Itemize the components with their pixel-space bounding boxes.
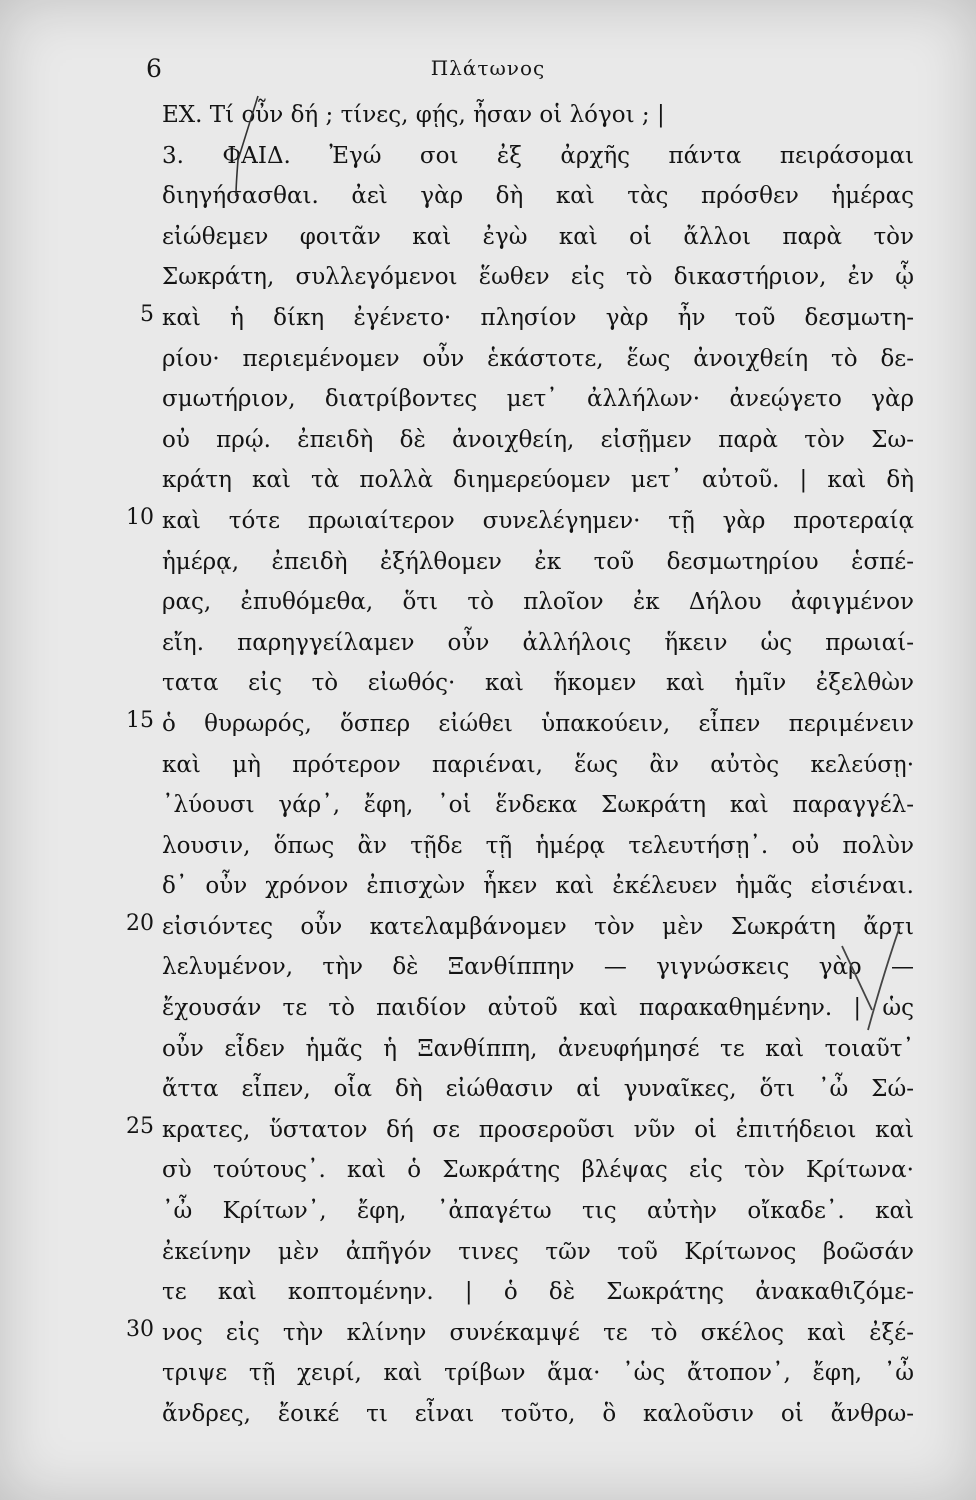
line-number: 25 — [126, 1113, 154, 1139]
line-text: διηγήσασθαι. ἀεὶ γὰρ δὴ καὶ τὰς πρόσθεν ἡμέρας — [162, 183, 914, 210]
text-line — [0, 95, 976, 136]
text-line — [0, 298, 976, 339]
line-number: 15 — [126, 707, 154, 733]
text-line — [0, 1272, 976, 1313]
text-line — [0, 1069, 976, 1110]
text-line — [0, 501, 976, 542]
line-text: ἐκείνην μὲν ἀπῆγόν τινες τῶν τοῦ Κρίτωνος βοῶσάν — [162, 1238, 914, 1265]
line-text: ρας, ἐπυθόμεθα, ὅτι τὸ πλοῖον ἐκ Δήλου ἀφιγμένον — [162, 589, 914, 616]
line-text: τε καὶ κοπτομένην. | ὁ δὲ Σωκράτης ἀνακαθιζόμε- — [162, 1279, 914, 1306]
text-line — [0, 1313, 976, 1354]
text-line — [0, 542, 976, 583]
line-text: οὖν εἶδεν ἡμᾶς ἡ Ξανθίππη, ἀνευφήμησέ τε καὶ τοιαῦτ᾽ — [162, 1035, 914, 1062]
line-text: ἄττα εἶπεν, οἷα δὴ εἰώθασιν αἱ γυναῖκες, ὅτι ᾽ὦ Σώ- — [162, 1076, 914, 1103]
text-line — [0, 136, 976, 177]
line-text: ὁ θυρωρός, ὅσπερ εἰώθει ὑπακούειν, εἶπεν περιμένειν — [162, 710, 914, 737]
line-number: 30 — [126, 1316, 154, 1342]
text-line — [0, 1029, 976, 1070]
text-line — [0, 339, 976, 380]
line-text: σμωτήριον, διατρίβοντες μετ᾽ ἀλλήλων· ἀνεῴγετο γὰρ — [162, 386, 914, 413]
line-text: λουσιν, ὅπως ἂν τῇδε τῇ ἡμέρᾳ τελευτήσῃ᾽. οὐ πολὺν — [162, 832, 914, 859]
line-text: εἰσιόντες οὖν κατελαμβάνομεν τὸν μὲν Σωκράτη ἄρτι — [162, 913, 914, 940]
line-text: εἰώθεμεν φοιτᾶν καὶ ἐγὼ καὶ οἱ ἄλλοι παρὰ τὸν — [162, 223, 914, 250]
line-text: λελυμένον, τὴν δὲ Ξανθίππην — γιγνώσκεις γὰρ — — [162, 954, 914, 981]
text-line — [0, 460, 976, 501]
line-text: δ᾽ οὖν χρόνον ἐπισχὼν ἧκεν καὶ ἐκέλευεν ἡμᾶς εἰσιέναι. — [162, 873, 914, 900]
text-line — [0, 1110, 976, 1151]
line-text: ᾽ὦ Κρίτων᾽, ἔφη, ᾽ἀπαγέτω τις αὐτὴν οἴκαδε᾽. καὶ — [162, 1198, 914, 1225]
running-title: Πλάτωνος — [430, 56, 546, 80]
line-text: κρατες, ὕστατον δή σε προσεροῦσι νῦν οἱ ἐπιτήδειοι καὶ — [162, 1116, 914, 1143]
page-header — [0, 54, 976, 94]
line-text: ἄνδρες, ἔοικέ τι εἶναι τοῦτο, ὃ καλοῦσιν οἱ ἄνθρω- — [162, 1401, 914, 1427]
page-number: 6 — [146, 54, 162, 83]
text-line — [0, 257, 976, 298]
text-line — [0, 988, 976, 1029]
line-text: ρίου· περιεμένομεν οὖν ἑκάστοτε, ἕως ἀνοιχθείη τὸ δε- — [162, 345, 914, 372]
line-text: καὶ ἡ δίκη ἐγένετο· πλησίον γὰρ ἦν τοῦ δεσμωτη- — [162, 304, 914, 331]
text-line — [0, 1150, 976, 1191]
line-text: σὺ τούτους᾽. καὶ ὁ Σωκράτης βλέψας εἰς τὸν Κρίτωνα· — [162, 1157, 914, 1184]
line-text: Σωκράτη, συλλεγόμενοι ἕωθεν εἰς τὸ δικαστήριον, ἐν ᾧ — [162, 264, 914, 291]
text-line — [0, 217, 976, 258]
text-line — [0, 947, 976, 988]
text-line — [0, 379, 976, 420]
line-number: 20 — [126, 910, 154, 936]
line-text: καὶ μὴ πρότερον παριέναι, ἕως ἂν αὐτὸς κελεύσῃ· — [162, 751, 914, 778]
line-text: καὶ τότε πρωιαίτερον συνελέγημεν· τῇ γὰρ προτεραίᾳ — [162, 507, 914, 534]
line-text: οὐ πρῴ. ἐπειδὴ δὲ ἀνοιχθείη, εἰσῇμεν παρὰ τὸν Σω- — [162, 426, 914, 453]
line-text: ἡμέρᾳ, ἐπειδὴ ἐξήλθομεν ἐκ τοῦ δεσμωτηρίου ἑσπέ- — [162, 548, 914, 575]
text-line — [0, 1232, 976, 1273]
line-text: ΕΧ. Τί οὖν δή ; τίνες, φῄς, ἦσαν οἱ λόγοι ; | — [162, 102, 665, 128]
line-number: 5 — [140, 301, 154, 327]
line-text: κράτη καὶ τὰ πολλὰ διημερεύομεν μετ᾽ αὐτοῦ. | καὶ δὴ — [162, 467, 914, 494]
line-text: νος εἰς τὴν κλίνην συνέκαμψέ τε τὸ σκέλος καὶ ἐξέ- — [162, 1319, 914, 1346]
line-text: ἔχουσάν τε τὸ παιδίον αὐτοῦ καὶ παρακαθημένην. | ὡς — [162, 995, 914, 1022]
line-text: 3. ΦΑΙΔ. Ἐγώ σοι ἐξ ἀρχῆς πάντα πειράσομαι — [162, 142, 914, 169]
text-line — [0, 866, 976, 907]
text-line — [0, 1353, 976, 1394]
text-line — [0, 663, 976, 704]
text-line — [0, 1191, 976, 1232]
text-line — [0, 176, 976, 217]
text-line — [0, 582, 976, 623]
text-line — [0, 420, 976, 461]
text-line — [0, 1394, 976, 1435]
text-line — [0, 623, 976, 664]
line-number: 10 — [126, 504, 154, 530]
line-text: τριψε τῇ χειρί, καὶ τρίβων ἅμα· ᾽ὡς ἄτοπον᾽, ἔφη, ᾽ὦ — [162, 1360, 914, 1387]
text-line — [0, 785, 976, 826]
text-line — [0, 826, 976, 867]
line-text: ᾽λύουσι γάρ᾽, ἔφη, ᾽οἱ ἕνδεκα Σωκράτη καὶ παραγγέλ- — [162, 792, 914, 819]
text-line — [0, 745, 976, 786]
text-line — [0, 907, 976, 948]
line-text: εἴη. παρηγγείλαμεν οὖν ἀλλήλοις ἥκειν ὡς πρωιαί- — [162, 629, 914, 656]
text-line — [0, 704, 976, 745]
line-text: τατα εἰς τὸ εἰωθός· καὶ ἥκομεν καὶ ἡμῖν ἐξελθὼν — [162, 670, 914, 697]
main-text — [0, 95, 976, 1435]
